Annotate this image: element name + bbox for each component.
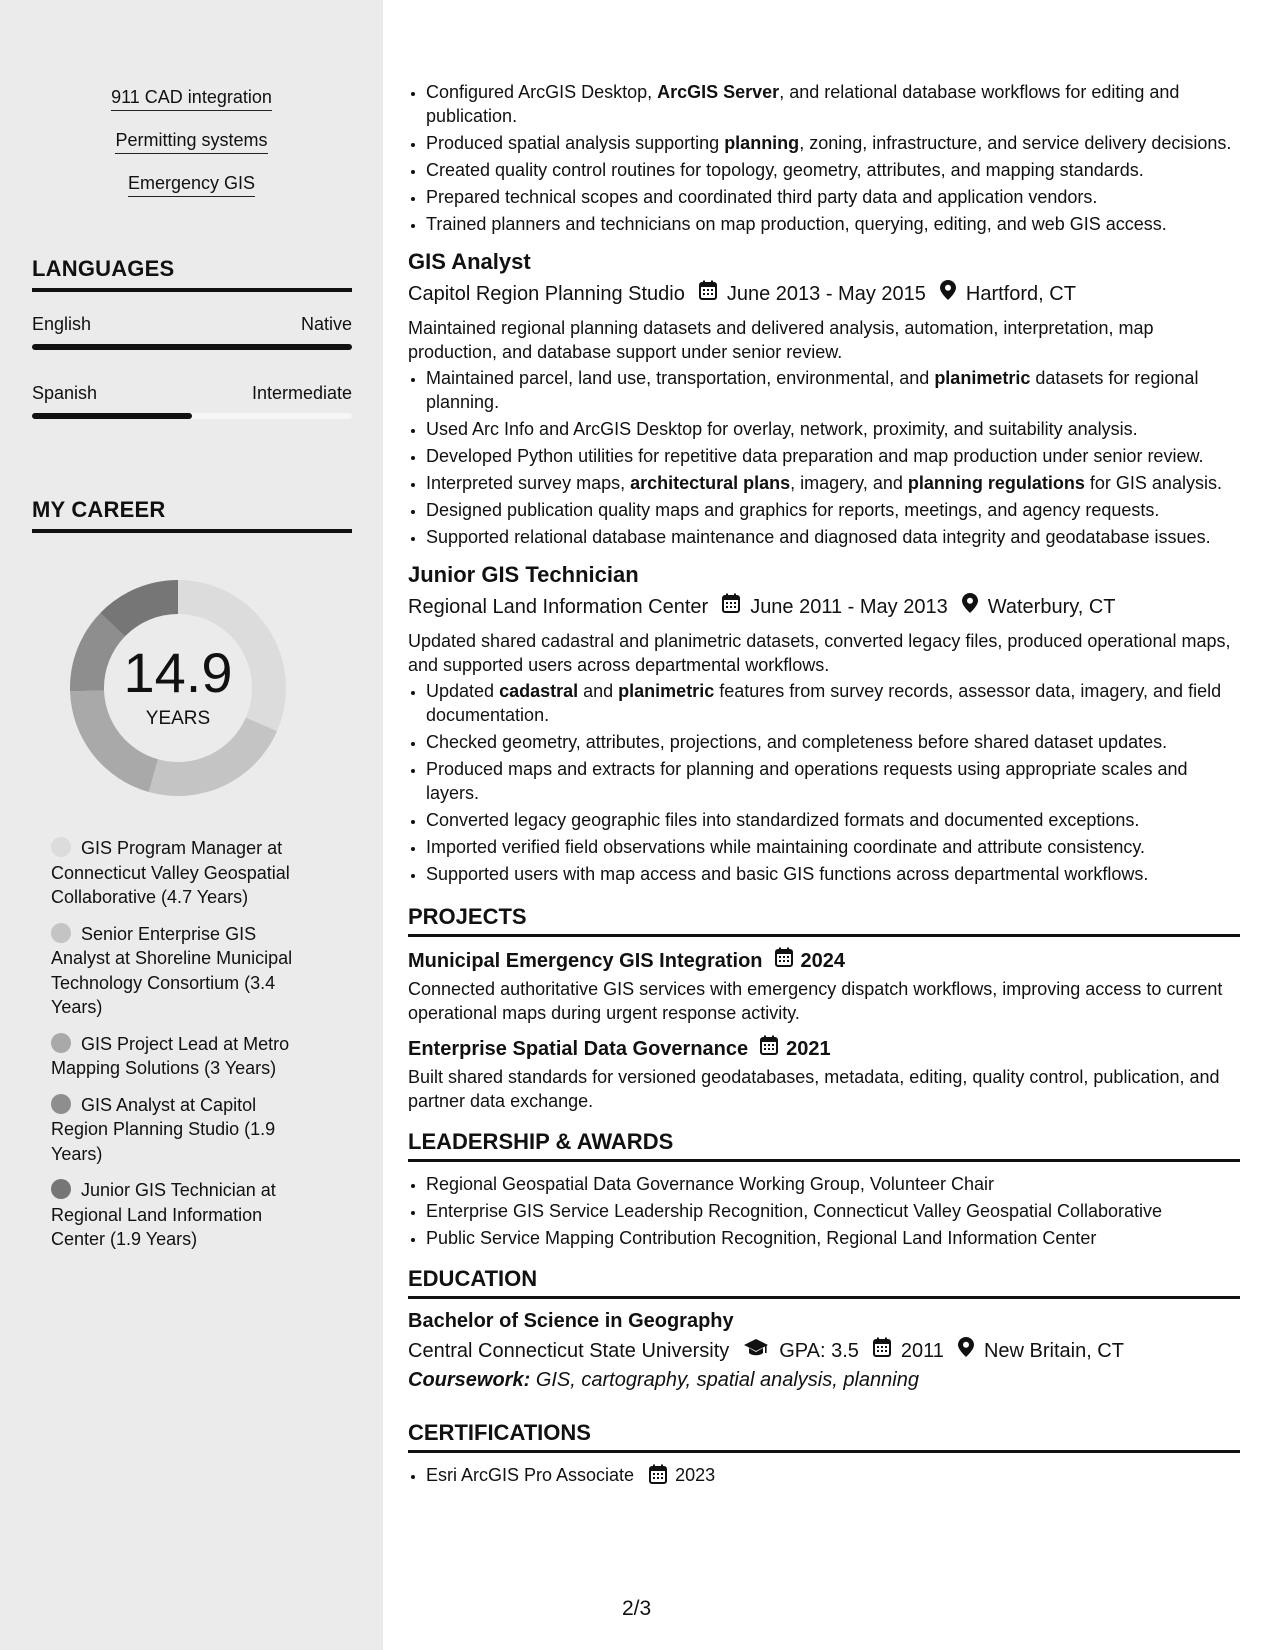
education-meta xyxy=(408,1337,1240,1365)
job-title: Junior GIS Technician xyxy=(408,562,639,587)
donut-segment xyxy=(70,690,158,792)
graduation-year: 2011 xyxy=(900,1340,944,1362)
career-legend-item xyxy=(51,1178,316,1252)
bullet-text: Produced maps and extracts for planning and operations requests using appropriate scales and layers. xyxy=(426,759,1188,803)
career-legend-text: Junior GIS Technician at Regional Land Information Center (1.9 Years) xyxy=(51,1180,276,1249)
legend-dot xyxy=(51,1094,71,1114)
job-bullets xyxy=(408,679,1240,886)
legend-dot xyxy=(51,837,71,857)
bullet-text: for GIS analysis. xyxy=(1084,473,1222,493)
career-heading: MY CAREER xyxy=(32,497,352,533)
location-pin-icon xyxy=(940,280,956,308)
page-number: 2/3 xyxy=(622,1597,652,1620)
bullet-item xyxy=(426,498,1240,522)
skill-tag: Permitting systems xyxy=(115,129,267,154)
bold-keyword: cadastral xyxy=(499,681,579,701)
language-bar-fill xyxy=(32,344,352,350)
bullet-item xyxy=(426,471,1240,495)
calendar-icon xyxy=(699,280,717,308)
language-name: Spanish xyxy=(32,383,98,403)
bullet-item xyxy=(426,808,1240,832)
calendar-icon xyxy=(775,947,793,975)
project-title-row xyxy=(408,947,1240,975)
bullet-item xyxy=(426,366,1240,414)
language-name: English xyxy=(32,314,92,334)
award-item: • Enterprise GIS Service Leadership Recognition, Connecticut Valley Geospatial Collaborative xyxy=(426,1199,1240,1223)
bullet-text: Created quality control routines for topology, geometry, attributes, and mapping standards. xyxy=(426,160,1144,180)
bullet-text: Converted legacy geographic files into standardized formats and documented exceptions. xyxy=(426,810,1140,830)
degree: Bachelor of Science in Geography xyxy=(408,1310,734,1332)
bullet-item xyxy=(426,417,1240,441)
skill-tag: 911 CAD integration xyxy=(111,86,272,111)
bullet-text: Trained planners and technicians on map production, querying, editing, and web GIS access. xyxy=(426,214,1167,234)
bullet-text: , imagery, and xyxy=(790,473,908,493)
language-bar xyxy=(32,413,352,419)
project-description: Built shared standards for versioned geodatabases, metadata, editing, quality control, publication, and partner data exchange. xyxy=(408,1067,1220,1111)
job-entry xyxy=(408,561,1240,886)
bullet-text: datasets for regional planning. xyxy=(426,368,1199,412)
previous-job-bullets xyxy=(408,80,1240,236)
awards-heading: LEADERSHIP & AWARDS xyxy=(408,1129,1240,1162)
bold-keyword: planning xyxy=(724,133,800,153)
job-meta xyxy=(408,280,1240,308)
job-location: Hartford, CT xyxy=(965,283,1076,305)
bold-keyword: planimetric xyxy=(934,368,1031,388)
career-legend xyxy=(51,836,316,1264)
bullet-item xyxy=(426,80,1240,128)
sidebar xyxy=(0,0,383,1650)
bullet-item xyxy=(426,444,1240,468)
language-english xyxy=(32,314,352,350)
project-entry xyxy=(408,1035,1240,1113)
bullet-text: and xyxy=(578,681,619,701)
languages-heading: LANGUAGES xyxy=(32,256,352,292)
bullet-text: Prepared technical scopes and coordinated third party data and application vendors. xyxy=(426,187,1098,207)
bullet-text: Updated xyxy=(426,681,500,701)
skill-tag: Emergency GIS xyxy=(128,172,255,197)
job-dates: June 2013 - May 2015 xyxy=(726,283,926,305)
project-year: 2024 xyxy=(800,950,846,972)
graduation-cap-icon xyxy=(743,1337,769,1365)
award-item: • Regional Geospatial Data Governance Working Group, Volunteer Chair xyxy=(426,1172,1240,1196)
job-bullets xyxy=(408,366,1240,549)
awards-list xyxy=(408,1172,1240,1250)
company-name: Regional Land Information Center xyxy=(408,596,709,618)
bullet-text: Interpreted survey maps, xyxy=(426,473,631,493)
career-legend-text: GIS Project Lead at Metro Mapping Solutions (3 Years) xyxy=(51,1033,290,1078)
bold-keyword: planimetric xyxy=(618,681,715,701)
bullet-text: , zoning, infrastructure, and service delivery decisions. xyxy=(799,133,1232,153)
bullet-item xyxy=(426,525,1240,549)
coursework-text: GIS, cartography, spatial analysis, planning xyxy=(535,1369,919,1391)
language-bar-fill xyxy=(32,413,192,419)
experience-list xyxy=(408,248,1240,886)
bullet-item xyxy=(426,730,1240,754)
bullet-text: Checked geometry, attributes, projections, and completeness before shared dataset updates. xyxy=(426,732,1168,752)
bullet-text: Configured ArcGIS Desktop, xyxy=(426,82,658,102)
bullet-item xyxy=(426,835,1240,859)
calendar-icon xyxy=(760,1035,778,1063)
calendar-icon xyxy=(722,593,740,621)
company-name: Capitol Region Planning Studio xyxy=(408,283,685,305)
certification-year: 2023 xyxy=(675,1465,716,1485)
career-legend-item xyxy=(51,836,316,910)
calendar-icon xyxy=(873,1337,891,1365)
legend-dot xyxy=(51,923,71,943)
bullet-text: features from survey records, assessor data, imagery, and field documentation. xyxy=(426,681,1222,725)
career-total: 14.9 xyxy=(123,641,233,704)
projects-heading: PROJECTS xyxy=(408,904,1240,937)
language-level: Intermediate xyxy=(251,383,352,403)
legend-dot xyxy=(51,1179,71,1199)
calendar-icon xyxy=(649,1464,667,1490)
career-legend-item xyxy=(51,922,316,1020)
language-spanish xyxy=(32,383,352,419)
bullet-item xyxy=(426,679,1240,727)
bullet-text: , and relational database workflows for editing and publication. xyxy=(426,82,1180,126)
certifications-heading: CERTIFICATIONS xyxy=(408,1420,1240,1453)
bullet-text: Developed Python utilities for repetitive data preparation and map production under senior review. xyxy=(426,446,1204,466)
bold-keyword: planning regulations xyxy=(907,473,1085,493)
bullet-text: Produced spatial analysis supporting xyxy=(426,133,725,153)
career-unit: YEARS xyxy=(145,708,211,729)
bullet-item xyxy=(426,185,1240,209)
job-description: Maintained regional planning datasets and delivered analysis, automation, interpretation, map production, and database support under senior review. xyxy=(408,318,1154,362)
coursework-label: Coursework: xyxy=(408,1369,531,1391)
career-legend-item xyxy=(51,1032,316,1081)
bullet-text: Used Arc Info and ArcGIS Desktop for overlay, network, proximity, and suitability analysis. xyxy=(426,419,1138,439)
coursework xyxy=(408,1369,1240,1392)
job-dates: June 2011 - May 2013 xyxy=(750,596,948,618)
school-location: New Britain, CT xyxy=(983,1340,1124,1362)
bullet-text: Imported verified field observations while maintaining coordinate and attribute consistency. xyxy=(426,837,1146,857)
gpa: GPA: 3.5 xyxy=(779,1340,859,1362)
career-legend-text: Senior Enterprise GIS Analyst at Shoreline Municipal Technology Consortium (3.4 Years) xyxy=(51,923,293,1017)
location-pin-icon xyxy=(958,1337,974,1365)
bullet-text: Supported users with map access and basic GIS functions across departmental workflows. xyxy=(426,864,1149,884)
education-heading: EDUCATION xyxy=(408,1266,1240,1299)
career-legend-text: GIS Program Manager at Connecticut Valley Geospatial Collaborative (4.7 Years) xyxy=(51,838,290,907)
bold-keyword: ArcGIS Server xyxy=(657,82,780,102)
job-title: GIS Analyst xyxy=(408,249,531,274)
location-pin-icon xyxy=(962,593,978,621)
projects-list xyxy=(408,947,1240,1113)
certification-item xyxy=(426,1463,1240,1490)
project-year: 2021 xyxy=(786,1038,831,1060)
school-name: Central Connecticut State University xyxy=(408,1340,730,1362)
bold-keyword: architectural plans xyxy=(630,473,791,493)
language-bar xyxy=(32,344,352,350)
bullet-text: Maintained parcel, land use, transportation, environmental, and xyxy=(426,368,935,388)
bullet-item xyxy=(426,212,1240,236)
bullet-item xyxy=(426,131,1240,155)
bullet-item xyxy=(426,757,1240,805)
project-description: Connected authoritative GIS services with emergency dispatch workflows, improving access to current operational maps during urgent response activity. xyxy=(408,979,1223,1023)
project-entry xyxy=(408,947,1240,1025)
career-legend-text: GIS Analyst at Capitol Region Planning Studio (1.9 Years) xyxy=(51,1094,276,1164)
certification-name: Esri ArcGIS Pro Associate xyxy=(426,1465,635,1485)
certifications-list xyxy=(408,1463,1240,1490)
bullet-text: Supported relational database maintenance and diagnosed data integrity and geodatabase issues. xyxy=(426,527,1211,547)
job-meta xyxy=(408,593,1240,621)
job-description: Updated shared cadastral and planimetric datasets, converted legacy files, produced operational maps, and supported users across departmental workflows. xyxy=(408,631,1231,675)
bullet-item xyxy=(426,158,1240,182)
job-entry xyxy=(408,248,1240,549)
project-title: Enterprise Spatial Data Governance xyxy=(408,1038,749,1060)
bullet-text: Designed publication quality maps and graphics for reports, meetings, and agency requests. xyxy=(426,500,1160,520)
project-title: Municipal Emergency GIS Integration xyxy=(408,950,763,972)
language-level: Native xyxy=(300,314,352,334)
legend-dot xyxy=(51,1033,71,1053)
main-column xyxy=(408,0,1240,1493)
career-legend-item xyxy=(51,1093,316,1167)
job-location: Waterbury, CT xyxy=(987,596,1116,618)
bullet-item xyxy=(426,862,1240,886)
project-title-row xyxy=(408,1035,1240,1063)
skills-list xyxy=(0,86,383,215)
award-item: • Public Service Mapping Contribution Recognition, Regional Land Information Center xyxy=(426,1226,1240,1250)
